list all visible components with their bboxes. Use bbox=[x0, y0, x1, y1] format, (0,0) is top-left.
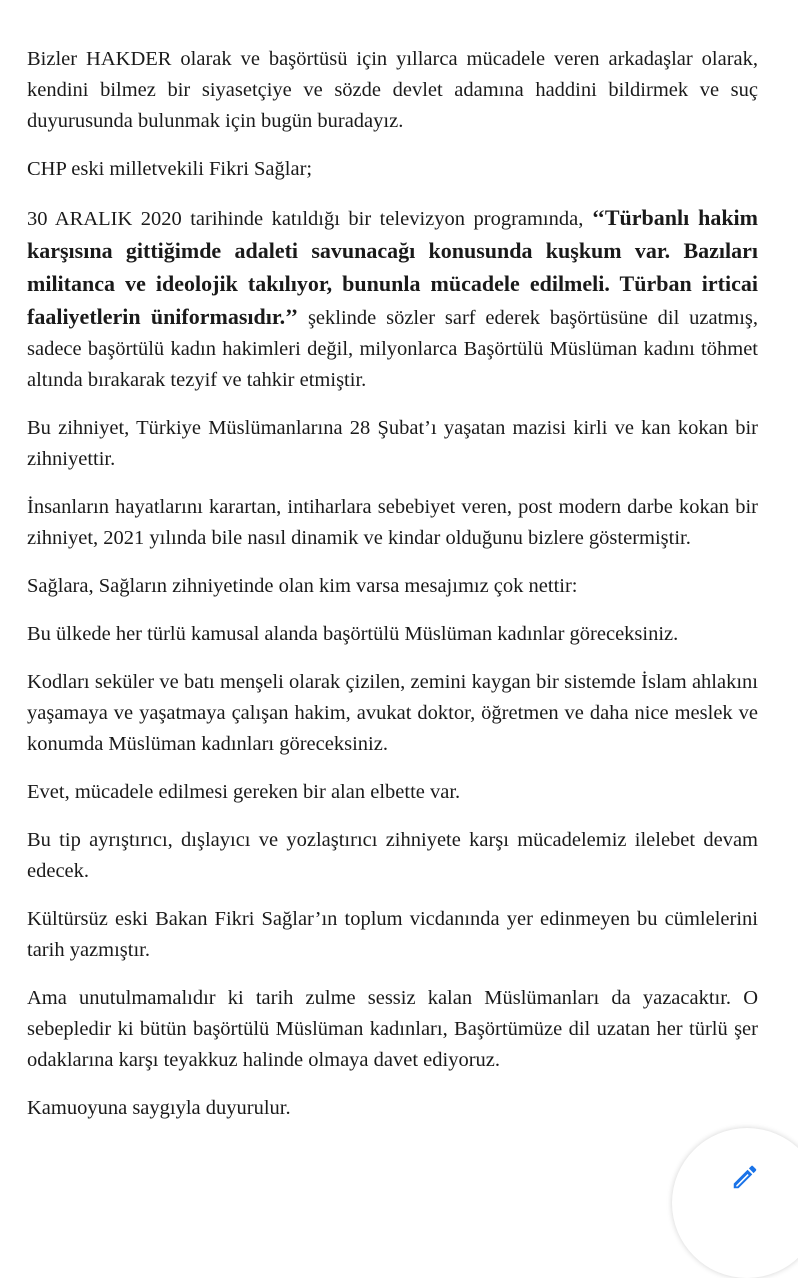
paragraph: Sağlara, Sağların zihniyetinde olan kim varsa mesajımız çok nettir: bbox=[27, 575, 578, 597]
paragraph: CHP eski milletvekili Fikri Sağlar; bbox=[27, 158, 313, 180]
paragraph: Kültürsüz eski Bakan Fikri Sağlar’ın toplum vicdanında yer edinmeyen bu cümlelerini tarih yazmıştır. bbox=[27, 908, 758, 961]
paragraph: Bu ülkede her türlü kamusal alanda başörtülü Müslüman kadınlar göreceksiniz. bbox=[27, 623, 679, 645]
quoted-statement: ‘‘Türbanlı hakim karşısına gittiğimde adaleti savunacağı konusunda kuşkum var. Bazıları militanca ve ideolojik takılıyor, bununla mücadele edilmeli. Türban irticai faaliyetlerin üniformasıdır.’’ bbox=[27, 205, 758, 329]
paragraph: İnsanların hayatlarını karartan, intiharlara sebebiyet veren, post modern darbe kokan bir zihniyet, 2021 yılında bile nasıl dinamik ve kindar olduğunu bizlere göstermiştir. bbox=[27, 496, 758, 549]
pencil-icon bbox=[730, 1162, 760, 1192]
document-body bbox=[27, 44, 758, 1124]
paragraph: Bu zihniyet, Türkiye Müslümanlarına 28 Şubat’ı yaşatan mazisi kirli ve kan kokan bir zihniyettir. bbox=[27, 417, 758, 470]
closing-line: Kamuoyuna saygıyla duyurulur. bbox=[27, 1097, 291, 1119]
paragraph: Evet, mücadele edilmesi gereken bir alan elbette var. bbox=[27, 781, 461, 803]
paragraph: Kodları seküler ve batı menşeli olarak çizilen, zemini kaygan bir sistemde İslam ahlakını yaşamaya ve yaşatmaya çalışan hakim, avukat doktor, öğretmen ve daha nice meslek ve konumda Müslüman kadınları göreceksiniz. bbox=[27, 671, 758, 755]
quote-lead-text: 30 ARALIK 2020 tarihinde katıldığı bir televizyon programında, bbox=[27, 208, 592, 230]
quote-paragraph bbox=[27, 202, 758, 396]
paragraph: Ama unutulmamalıdır ki tarih zulme sessiz kalan Müslümanları da yazacaktır. O sebepledir ki bütün başörtülü Müslüman kadınları, Başörtümüze dil uzatan her türlü şer odaklarına karşı teyakkuz halinde olmaya davet ediyoruz. bbox=[27, 987, 758, 1071]
edit-button[interactable] bbox=[672, 1128, 798, 1278]
quote-trailing-text: şeklinde sözler sarf ederek başörtüsüne dil uzatmış, sadece başörtülü kadın hakimleri değil, milyonlarca Başörtülü Müslüman kadını töhmet altında bırakarak tezyif ve tahkir etmiştir. bbox=[27, 307, 758, 391]
paragraph: Bizler HAKDER olarak ve başörtüsü için yıllarca mücadele veren arkadaşlar olarak, kendini bilmez bir siyasetçiye ve sözde devlet adamına haddini bildirmek ve suç duyurusunda bulunmak için bugün buradayız. bbox=[27, 48, 758, 132]
paragraph: Bu tip ayrıştırıcı, dışlayıcı ve yozlaştırıcı zihniyete karşı mücadelemiz ilelebet devam edecek. bbox=[27, 829, 758, 882]
